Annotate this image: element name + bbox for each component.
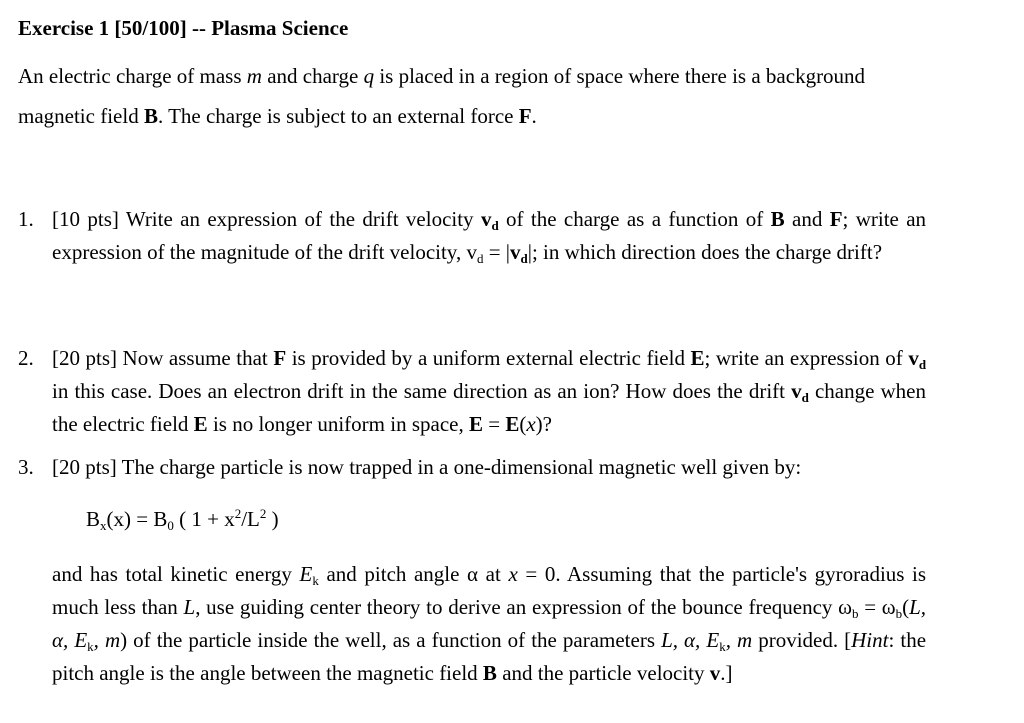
position-symbol: x	[508, 562, 518, 586]
text: (	[519, 412, 527, 436]
text: , use guiding center theory to derive an expression of the bounce frequency ω	[195, 595, 852, 619]
text: .]	[720, 661, 733, 685]
text: (	[902, 595, 910, 619]
intro-text: is placed in a region of space where there is a background magnetic field	[18, 64, 866, 128]
question-text: [20 pts] The charge particle is now trapped in a one-dimensional magnetic well given by:	[52, 455, 802, 479]
text: and	[792, 207, 823, 231]
text: )?	[535, 412, 552, 436]
kinetic-energy-symbol: E	[299, 562, 313, 586]
intro-text: .	[531, 104, 537, 128]
intro-text: . The charge is subject to an external force	[157, 104, 514, 128]
text: /L	[241, 507, 260, 531]
question-text	[52, 206, 926, 272]
parameter-list: L, α, E	[52, 595, 927, 652]
subscript: k	[719, 639, 726, 654]
question-number: 3.	[18, 455, 34, 479]
electric-field-symbol: E	[193, 412, 208, 436]
subscript: k	[312, 573, 319, 588]
question-number: 1.	[18, 207, 34, 231]
text: = 0. Assuming that the particle's gyroradius is much less than	[52, 562, 927, 619]
mass-symbol: m	[104, 628, 121, 652]
text: and pitch angle α at	[326, 562, 501, 586]
text: is provided by a uniform external electric field	[291, 346, 685, 370]
subscript: 0	[167, 518, 174, 533]
drift-velocity-symbol: v	[791, 379, 802, 403]
subscript: b	[851, 606, 859, 621]
electric-field-symbol: E	[468, 412, 483, 436]
force-symbol: F	[518, 104, 532, 128]
text: ; write an expression of the magnitude of the drift velocity, v	[52, 207, 927, 264]
intro-text: An electric charge of mass	[18, 64, 242, 88]
electric-field-symbol: E	[505, 412, 520, 436]
subscript: d	[918, 357, 927, 372]
text: ( 1 + x	[179, 507, 235, 531]
text: (x) = B	[106, 507, 168, 531]
magnetic-field-symbol: B	[143, 104, 158, 128]
drift-velocity-symbol: v	[480, 207, 492, 231]
text: = ω	[864, 595, 896, 619]
text: [10 pts] Write an expression of the drift velocity	[52, 207, 474, 231]
magnetic-well-formula	[86, 506, 279, 534]
text: of the charge as a function of	[506, 207, 764, 231]
text: )	[271, 507, 279, 531]
force-symbol: F	[273, 346, 287, 370]
mass-symbol: m	[246, 64, 262, 88]
question-3-continued	[52, 561, 926, 687]
text: ,	[93, 628, 105, 652]
subscript: d	[520, 251, 528, 266]
question-number: 2.	[18, 346, 34, 370]
text: and the particle velocity	[502, 661, 705, 685]
text: ,	[725, 628, 737, 652]
position-symbol: x	[526, 412, 536, 436]
superscript: 2	[234, 506, 242, 521]
subscript: b	[895, 606, 903, 621]
magnetic-field-symbol: B	[482, 661, 497, 685]
force-symbol: F	[829, 207, 843, 231]
text: ) of the particle inside the well, as a function of the parameters	[120, 628, 656, 652]
exercise-title: Exercise 1 [50/100] -- Plasma Science	[18, 16, 349, 40]
electric-field-symbol: E	[690, 346, 705, 370]
question-text	[52, 345, 926, 438]
question-1	[18, 206, 926, 272]
drift-velocity-symbol: v	[908, 346, 919, 370]
intro-paragraph	[18, 56, 918, 136]
intro-text: and charge	[267, 64, 359, 88]
mass-symbol: m	[736, 628, 753, 652]
length-symbol: L	[183, 595, 196, 619]
magnetic-field-symbol: B	[770, 207, 785, 231]
text: in this case. Does an electron drift in the same direction as an ion? How does the drift	[52, 379, 785, 403]
text: |; in which direction does the charge drift?	[527, 240, 883, 264]
text: and has total kinetic energy	[52, 562, 292, 586]
text: is no longer uniform in space,	[212, 412, 464, 436]
drift-velocity-symbol: v	[510, 240, 521, 264]
hint-label: Hint	[851, 628, 889, 652]
text: B	[86, 507, 101, 531]
parameter-list: L, α, E	[661, 628, 720, 652]
subscript: k	[87, 639, 94, 654]
text: = |	[488, 240, 511, 264]
text: [20 pts] Now assume that	[52, 346, 268, 370]
text: change when the electric field	[52, 379, 927, 436]
subscript: d	[476, 251, 484, 266]
subscript: d	[801, 390, 809, 405]
text: ; write an expression of	[704, 346, 903, 370]
text: : the pitch angle is the angle between the magnetic field	[52, 628, 927, 685]
velocity-symbol: v	[709, 661, 721, 685]
question-3	[18, 454, 926, 481]
question-2	[18, 345, 926, 438]
charge-symbol: q	[363, 64, 375, 88]
subscript: d	[491, 218, 499, 233]
superscript: 2	[259, 506, 267, 521]
text: =	[488, 412, 501, 436]
subscript: x	[100, 518, 107, 533]
text: provided. [	[758, 628, 852, 652]
